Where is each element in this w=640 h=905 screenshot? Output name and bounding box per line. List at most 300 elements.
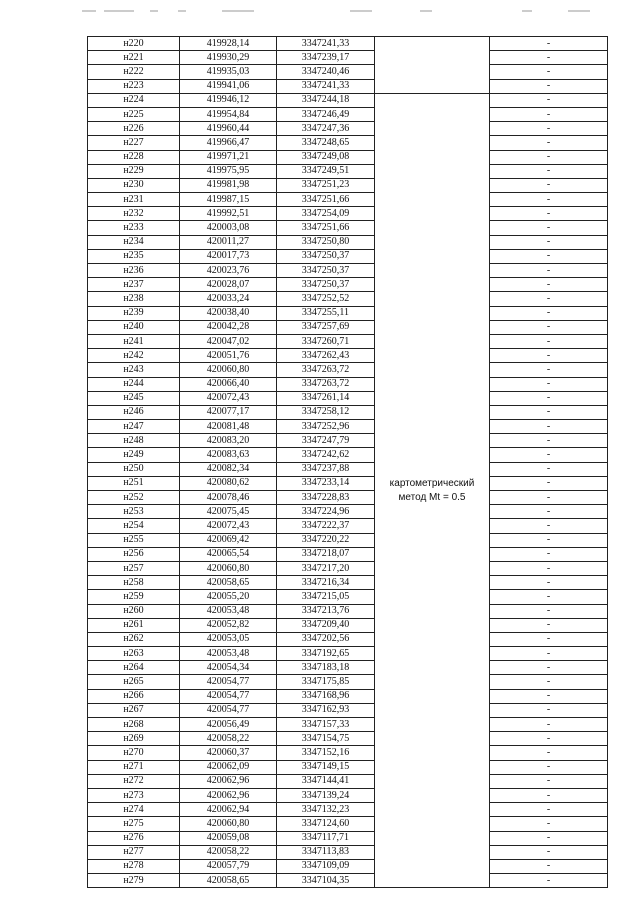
y-coordinate-cell: 3347215,05	[277, 590, 375, 604]
error-cell: -	[490, 150, 608, 164]
point-id-cell: н237	[88, 278, 180, 292]
point-id-cell: н256	[88, 547, 180, 561]
x-coordinate-cell: 420023,76	[180, 264, 277, 278]
error-cell: -	[490, 788, 608, 802]
y-coordinate-cell: 3347224,96	[277, 505, 375, 519]
x-coordinate-cell: 420060,80	[180, 561, 277, 575]
table-row	[88, 476, 608, 490]
y-coordinate-cell: 3347175,85	[277, 675, 375, 689]
point-id-cell: н267	[88, 703, 180, 717]
x-coordinate-cell: 420062,94	[180, 803, 277, 817]
point-id-cell: н223	[88, 79, 180, 93]
point-id-cell: н245	[88, 391, 180, 405]
y-coordinate-cell: 3347261,14	[277, 391, 375, 405]
table-row	[88, 547, 608, 561]
y-coordinate-cell: 3347241,33	[277, 79, 375, 93]
table-row	[88, 93, 608, 107]
point-id-cell: н231	[88, 193, 180, 207]
table-row	[88, 831, 608, 845]
x-coordinate-cell: 420054,77	[180, 675, 277, 689]
y-coordinate-cell: 3347252,52	[277, 292, 375, 306]
x-coordinate-cell: 420062,96	[180, 774, 277, 788]
x-coordinate-cell: 420056,49	[180, 718, 277, 732]
x-coordinate-cell: 420060,80	[180, 363, 277, 377]
x-coordinate-cell: 420053,48	[180, 604, 277, 618]
y-coordinate-cell: 3347242,62	[277, 448, 375, 462]
point-id-cell: н242	[88, 349, 180, 363]
table-row	[88, 732, 608, 746]
point-id-cell: н234	[88, 235, 180, 249]
table-row	[88, 647, 608, 661]
table-row	[88, 51, 608, 65]
y-coordinate-cell: 3347251,66	[277, 193, 375, 207]
x-coordinate-cell: 420038,40	[180, 306, 277, 320]
x-coordinate-cell: 420081,48	[180, 420, 277, 434]
y-coordinate-cell: 3347241,33	[277, 37, 375, 51]
error-cell: -	[490, 604, 608, 618]
table-row	[88, 391, 608, 405]
y-coordinate-cell: 3347248,65	[277, 136, 375, 150]
error-cell: -	[490, 774, 608, 788]
y-coordinate-cell: 3347249,51	[277, 164, 375, 178]
error-cell: -	[490, 561, 608, 575]
error-cell: -	[490, 732, 608, 746]
error-cell: -	[490, 193, 608, 207]
point-id-cell: н238	[88, 292, 180, 306]
table-row	[88, 363, 608, 377]
error-cell: -	[490, 221, 608, 235]
point-id-cell: н250	[88, 462, 180, 476]
table-row	[88, 817, 608, 831]
x-coordinate-cell: 420072,43	[180, 519, 277, 533]
error-cell: -	[490, 505, 608, 519]
y-coordinate-cell: 3347144,41	[277, 774, 375, 788]
error-cell: -	[490, 235, 608, 249]
y-coordinate-cell: 3347263,72	[277, 363, 375, 377]
x-coordinate-cell: 420065,54	[180, 547, 277, 561]
x-coordinate-cell: 420058,22	[180, 732, 277, 746]
y-coordinate-cell: 3347263,72	[277, 377, 375, 391]
y-coordinate-cell: 3347222,37	[277, 519, 375, 533]
x-coordinate-cell: 420047,02	[180, 334, 277, 348]
table-row	[88, 803, 608, 817]
x-coordinate-cell: 420054,77	[180, 689, 277, 703]
error-cell: -	[490, 647, 608, 661]
point-id-cell: н226	[88, 122, 180, 136]
point-id-cell: н270	[88, 746, 180, 760]
point-id-cell: н272	[88, 774, 180, 788]
y-coordinate-cell: 3347117,71	[277, 831, 375, 845]
y-coordinate-cell: 3347113,83	[277, 845, 375, 859]
table-row	[88, 774, 608, 788]
x-coordinate-cell: 420053,48	[180, 647, 277, 661]
table-row	[88, 420, 608, 434]
point-id-cell: н263	[88, 647, 180, 661]
table-row	[88, 505, 608, 519]
point-id-cell: н278	[88, 859, 180, 873]
x-coordinate-cell: 420062,09	[180, 760, 277, 774]
method-text: картометрический метод Mt = 0.5	[389, 477, 475, 503]
table-row	[88, 859, 608, 873]
y-coordinate-cell: 3347237,88	[277, 462, 375, 476]
point-id-cell: н243	[88, 363, 180, 377]
point-id-cell: н249	[88, 448, 180, 462]
point-id-cell: н255	[88, 533, 180, 547]
y-coordinate-cell: 3347247,36	[277, 122, 375, 136]
point-id-cell: н230	[88, 178, 180, 192]
x-coordinate-cell: 420054,34	[180, 661, 277, 675]
point-id-cell: н233	[88, 221, 180, 235]
y-coordinate-cell: 3347220,22	[277, 533, 375, 547]
error-cell: -	[490, 377, 608, 391]
y-coordinate-cell: 3347216,34	[277, 576, 375, 590]
point-id-cell: н235	[88, 249, 180, 263]
x-coordinate-cell: 420058,65	[180, 576, 277, 590]
error-cell: -	[490, 320, 608, 334]
x-coordinate-cell: 420060,80	[180, 817, 277, 831]
table-row	[88, 703, 608, 717]
y-coordinate-cell: 3347202,56	[277, 632, 375, 646]
y-coordinate-cell: 3347154,75	[277, 732, 375, 746]
error-cell: -	[490, 817, 608, 831]
point-id-cell: н222	[88, 65, 180, 79]
point-id-cell: н254	[88, 519, 180, 533]
x-coordinate-cell: 420072,43	[180, 391, 277, 405]
x-coordinate-cell: 420042,28	[180, 320, 277, 334]
x-coordinate-cell: 419928,14	[180, 37, 277, 51]
x-coordinate-cell: 419987,15	[180, 193, 277, 207]
table-row	[88, 448, 608, 462]
error-cell: -	[490, 391, 608, 405]
table-row	[88, 292, 608, 306]
table-row	[88, 718, 608, 732]
error-cell: -	[490, 363, 608, 377]
error-cell: -	[490, 547, 608, 561]
table-row	[88, 632, 608, 646]
x-coordinate-cell: 420069,42	[180, 533, 277, 547]
y-coordinate-cell: 3347228,83	[277, 491, 375, 505]
y-coordinate-cell: 3347257,69	[277, 320, 375, 334]
y-coordinate-cell: 3347258,12	[277, 405, 375, 419]
point-id-cell: н258	[88, 576, 180, 590]
table-row	[88, 278, 608, 292]
point-id-cell: н269	[88, 732, 180, 746]
y-coordinate-cell: 3347240,46	[277, 65, 375, 79]
y-coordinate-cell: 3347262,43	[277, 349, 375, 363]
table-row	[88, 434, 608, 448]
error-cell: -	[490, 249, 608, 263]
point-id-cell: н241	[88, 334, 180, 348]
x-coordinate-cell: 420075,45	[180, 505, 277, 519]
point-id-cell: н259	[88, 590, 180, 604]
table-row	[88, 561, 608, 575]
error-cell: -	[490, 65, 608, 79]
error-cell: -	[490, 803, 608, 817]
x-coordinate-cell: 420082,34	[180, 462, 277, 476]
x-coordinate-cell: 420058,65	[180, 874, 277, 888]
error-cell: -	[490, 760, 608, 774]
error-cell: -	[490, 831, 608, 845]
table-row	[88, 618, 608, 632]
error-cell: -	[490, 859, 608, 873]
error-cell: -	[490, 476, 608, 490]
point-id-cell: н244	[88, 377, 180, 391]
point-id-cell: н248	[88, 434, 180, 448]
coordinates-table	[87, 36, 608, 888]
error-cell: -	[490, 434, 608, 448]
table-row	[88, 377, 608, 391]
method-cell-empty	[375, 37, 490, 94]
scan-header-marks	[0, 0, 640, 20]
y-coordinate-cell: 3347244,18	[277, 93, 375, 107]
y-coordinate-cell: 3347250,37	[277, 249, 375, 263]
point-id-cell: н247	[88, 420, 180, 434]
x-coordinate-cell: 419975,95	[180, 164, 277, 178]
x-coordinate-cell: 420057,79	[180, 859, 277, 873]
error-cell: -	[490, 405, 608, 419]
table-row	[88, 65, 608, 79]
table-row	[88, 79, 608, 93]
point-id-cell: н268	[88, 718, 180, 732]
table-row	[88, 122, 608, 136]
y-coordinate-cell: 3347124,60	[277, 817, 375, 831]
error-cell: -	[490, 590, 608, 604]
table-row	[88, 334, 608, 348]
x-coordinate-cell: 419930,29	[180, 51, 277, 65]
point-id-cell: н224	[88, 93, 180, 107]
y-coordinate-cell: 3347149,15	[277, 760, 375, 774]
table-row	[88, 235, 608, 249]
error-cell: -	[490, 703, 608, 717]
x-coordinate-cell: 420033,24	[180, 292, 277, 306]
x-coordinate-cell: 420051,76	[180, 349, 277, 363]
x-coordinate-cell: 419971,21	[180, 150, 277, 164]
table-row	[88, 491, 608, 505]
table-row	[88, 533, 608, 547]
point-id-cell: н240	[88, 320, 180, 334]
table-row	[88, 788, 608, 802]
point-id-cell: н246	[88, 405, 180, 419]
x-coordinate-cell: 420017,73	[180, 249, 277, 263]
error-cell: -	[490, 618, 608, 632]
method-cell	[375, 93, 490, 888]
table-row	[88, 604, 608, 618]
x-coordinate-cell: 420054,77	[180, 703, 277, 717]
error-cell: -	[490, 207, 608, 221]
error-cell: -	[490, 845, 608, 859]
table-row	[88, 661, 608, 675]
y-coordinate-cell: 3347162,93	[277, 703, 375, 717]
x-coordinate-cell: 420077,17	[180, 405, 277, 419]
error-cell: -	[490, 278, 608, 292]
point-id-cell: н239	[88, 306, 180, 320]
x-coordinate-cell: 419960,44	[180, 122, 277, 136]
x-coordinate-cell: 419966,47	[180, 136, 277, 150]
table-row	[88, 207, 608, 221]
point-id-cell: н261	[88, 618, 180, 632]
y-coordinate-cell: 3347246,49	[277, 107, 375, 121]
table-row	[88, 37, 608, 51]
x-coordinate-cell: 419954,84	[180, 107, 277, 121]
table-row	[88, 249, 608, 263]
error-cell: -	[490, 661, 608, 675]
error-cell: -	[490, 746, 608, 760]
point-id-cell: н264	[88, 661, 180, 675]
table-row	[88, 164, 608, 178]
point-id-cell: н266	[88, 689, 180, 703]
error-cell: -	[490, 519, 608, 533]
table-row	[88, 193, 608, 207]
error-cell: -	[490, 462, 608, 476]
point-id-cell: н220	[88, 37, 180, 51]
point-id-cell: н262	[88, 632, 180, 646]
table-row	[88, 306, 608, 320]
y-coordinate-cell: 3347139,24	[277, 788, 375, 802]
point-id-cell: н236	[88, 264, 180, 278]
error-cell: -	[490, 874, 608, 888]
point-id-cell: н221	[88, 51, 180, 65]
y-coordinate-cell: 3347168,96	[277, 689, 375, 703]
table-row	[88, 320, 608, 334]
x-coordinate-cell: 420011,27	[180, 235, 277, 249]
y-coordinate-cell: 3347132,23	[277, 803, 375, 817]
error-cell: -	[490, 37, 608, 51]
x-coordinate-cell: 420060,37	[180, 746, 277, 760]
y-coordinate-cell: 3347233,14	[277, 476, 375, 490]
error-cell: -	[490, 107, 608, 121]
y-coordinate-cell: 3347209,40	[277, 618, 375, 632]
y-coordinate-cell: 3347218,07	[277, 547, 375, 561]
x-coordinate-cell: 420083,63	[180, 448, 277, 462]
x-coordinate-cell: 420003,08	[180, 221, 277, 235]
y-coordinate-cell: 3347250,37	[277, 264, 375, 278]
y-coordinate-cell: 3347247,79	[277, 434, 375, 448]
error-cell: -	[490, 533, 608, 547]
table-row	[88, 136, 608, 150]
point-id-cell: н265	[88, 675, 180, 689]
y-coordinate-cell: 3347157,33	[277, 718, 375, 732]
table-row	[88, 264, 608, 278]
error-cell: -	[490, 349, 608, 363]
table-row	[88, 519, 608, 533]
error-cell: -	[490, 632, 608, 646]
y-coordinate-cell: 3347254,09	[277, 207, 375, 221]
x-coordinate-cell: 419941,06	[180, 79, 277, 93]
error-cell: -	[490, 51, 608, 65]
x-coordinate-cell: 420058,22	[180, 845, 277, 859]
y-coordinate-cell: 3347250,37	[277, 278, 375, 292]
error-cell: -	[490, 264, 608, 278]
error-cell: -	[490, 136, 608, 150]
point-id-cell: н274	[88, 803, 180, 817]
table-row	[88, 349, 608, 363]
error-cell: -	[490, 79, 608, 93]
y-coordinate-cell: 3347251,23	[277, 178, 375, 192]
table-row	[88, 107, 608, 121]
y-coordinate-cell: 3347109,09	[277, 859, 375, 873]
y-coordinate-cell: 3347217,20	[277, 561, 375, 575]
table-row	[88, 405, 608, 419]
error-cell: -	[490, 576, 608, 590]
error-cell: -	[490, 420, 608, 434]
x-coordinate-cell: 419992,51	[180, 207, 277, 221]
y-coordinate-cell: 3347255,11	[277, 306, 375, 320]
error-cell: -	[490, 178, 608, 192]
point-id-cell: н228	[88, 150, 180, 164]
x-coordinate-cell: 419981,98	[180, 178, 277, 192]
error-cell: -	[490, 164, 608, 178]
table-row	[88, 576, 608, 590]
error-cell: -	[490, 448, 608, 462]
y-coordinate-cell: 3347239,17	[277, 51, 375, 65]
point-id-cell: н252	[88, 491, 180, 505]
table-row	[88, 590, 608, 604]
table-row	[88, 675, 608, 689]
point-id-cell: н271	[88, 760, 180, 774]
y-coordinate-cell: 3347152,16	[277, 746, 375, 760]
point-id-cell: н276	[88, 831, 180, 845]
error-cell: -	[490, 675, 608, 689]
point-id-cell: н277	[88, 845, 180, 859]
y-coordinate-cell: 3347260,71	[277, 334, 375, 348]
y-coordinate-cell: 3347183,18	[277, 661, 375, 675]
error-cell: -	[490, 306, 608, 320]
error-cell: -	[490, 122, 608, 136]
point-id-cell: н227	[88, 136, 180, 150]
point-id-cell: н251	[88, 476, 180, 490]
table-row	[88, 178, 608, 192]
y-coordinate-cell: 3347213,76	[277, 604, 375, 618]
error-cell: -	[490, 292, 608, 306]
table-row	[88, 760, 608, 774]
table-row	[88, 874, 608, 888]
x-coordinate-cell: 420080,62	[180, 476, 277, 490]
x-coordinate-cell: 420028,07	[180, 278, 277, 292]
x-coordinate-cell: 420066,40	[180, 377, 277, 391]
point-id-cell: н225	[88, 107, 180, 121]
x-coordinate-cell: 420055,20	[180, 590, 277, 604]
point-id-cell: н253	[88, 505, 180, 519]
y-coordinate-cell: 3347252,96	[277, 420, 375, 434]
point-id-cell: н232	[88, 207, 180, 221]
error-cell: -	[490, 689, 608, 703]
x-coordinate-cell: 420059,08	[180, 831, 277, 845]
x-coordinate-cell: 419935,03	[180, 65, 277, 79]
table-row	[88, 746, 608, 760]
point-id-cell: н275	[88, 817, 180, 831]
x-coordinate-cell: 420078,46	[180, 491, 277, 505]
x-coordinate-cell: 420083,20	[180, 434, 277, 448]
error-cell: -	[490, 491, 608, 505]
table-row	[88, 689, 608, 703]
point-id-cell: н257	[88, 561, 180, 575]
x-coordinate-cell: 420053,05	[180, 632, 277, 646]
error-cell: -	[490, 334, 608, 348]
coordinates-table-body	[88, 37, 608, 888]
table-row	[88, 221, 608, 235]
x-coordinate-cell: 419946,12	[180, 93, 277, 107]
y-coordinate-cell: 3347249,08	[277, 150, 375, 164]
point-id-cell: н279	[88, 874, 180, 888]
point-id-cell: н229	[88, 164, 180, 178]
x-coordinate-cell: 420062,96	[180, 788, 277, 802]
x-coordinate-cell: 420052,82	[180, 618, 277, 632]
table-row	[88, 845, 608, 859]
table-row	[88, 150, 608, 164]
y-coordinate-cell: 3347192,65	[277, 647, 375, 661]
y-coordinate-cell: 3347104,35	[277, 874, 375, 888]
point-id-cell: н260	[88, 604, 180, 618]
